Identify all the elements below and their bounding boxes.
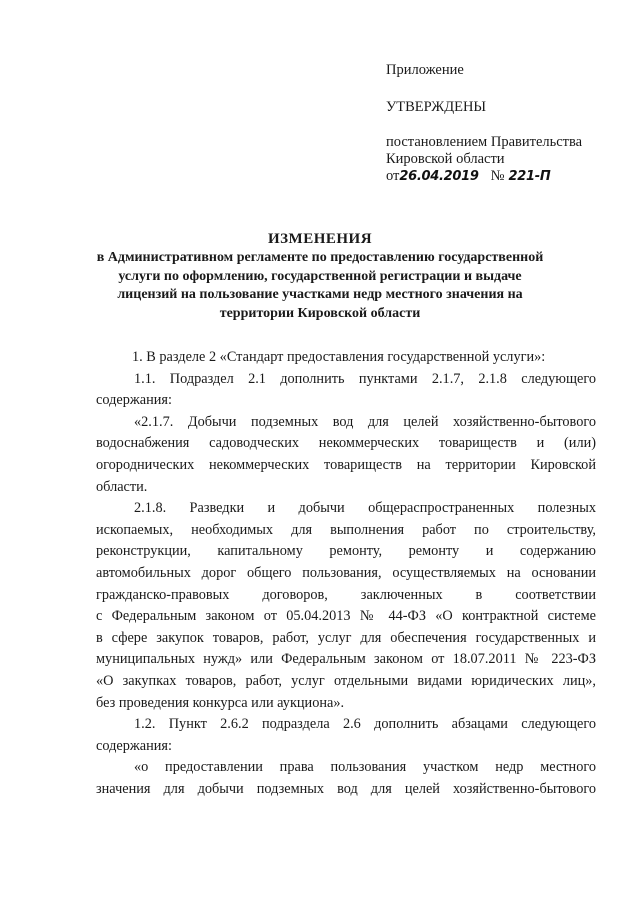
number-prefix: №	[490, 168, 505, 184]
date-prefix: от	[386, 168, 400, 184]
body-line: «2.1.7. Добычи подземных вод для целей хозяйственно-бытового	[134, 413, 596, 430]
body-line: без проведения конкурса или аукциона».	[96, 694, 345, 711]
body-line: 1.1. Подраздел 2.1 дополнить пунктами 2.1.7, 2.1.8 следующего	[134, 370, 596, 387]
approval-header	[386, 62, 582, 185]
title-subtitle-line: территории Кировской области	[219, 305, 421, 321]
body-line: ископаемых, необходимых для выполнения работ по строительству,	[96, 521, 596, 538]
body-line: 1. В разделе 2 «Стандарт предоставления государственной услуги»:	[132, 349, 546, 365]
appendix-label: Приложение	[386, 62, 464, 78]
body-line: гражданско-правовых договоров, заключенных в соответствии	[96, 586, 596, 603]
handwritten-date: 26.04.2019	[399, 169, 479, 184]
body-line: области.	[96, 478, 148, 495]
body-line: автомобильных дорог общего пользования, осуществляемых на основании	[96, 564, 596, 581]
body-line: 2.1.8. Разведки и добычи общераспространенных полезных	[134, 500, 596, 517]
title-main: ИЗМЕНЕНИЯ	[267, 231, 373, 247]
body-line: «о предоставлении права пользования участком недр местного	[134, 759, 596, 776]
body-line: муниципальных нужд» или Федеральным законом от 18.07.2011 № 223-ФЗ	[96, 651, 596, 668]
body-line: с Федеральным законом от 05.04.2013 № 44-ФЗ «О контрактной системе	[96, 608, 596, 625]
title-subtitle-line: услуги по оформлению, государственной регистрации и выдаче	[118, 268, 522, 284]
handwritten-number: 221-П	[508, 169, 551, 184]
title-subtitle-line: лицензий на пользование участками недр местного значения на	[117, 287, 523, 302]
approved-label: УТВЕРЖДЕНЫ	[386, 99, 487, 115]
body-line: 1.2. Пункт 2.6.2 подраздела 2.6 дополнить абзацами следующего	[134, 716, 596, 733]
body-line: значения для добычи подземных вод для целей хозяйственно-бытового	[96, 780, 596, 797]
document-title	[0, 230, 640, 323]
decree-line-2: Кировской области	[386, 151, 505, 167]
body-line: реконструкции, капитальному ремонту, ремонту и содержанию	[96, 543, 596, 560]
document-body	[96, 347, 596, 800]
decree-line-1: постановлением Правительства	[386, 134, 583, 150]
body-line: в сфере закупок товаров, работ, услуг для обеспечения государственных и	[96, 629, 596, 646]
body-line: огороднических некоммерческих товариществ на территории Кировской	[96, 456, 596, 473]
title-subtitle-line: в Административном регламенте по предоставлению государственной	[96, 250, 544, 265]
body-line: содержания:	[96, 392, 172, 409]
body-line: «О закупках товаров, работ, услуг отдельными видами юридических лиц»,	[96, 672, 596, 689]
decree-date-line	[386, 168, 582, 185]
body-line: водоснабжения садоводческих некоммерческих товариществ и (или)	[96, 435, 596, 452]
body-line: содержания:	[96, 737, 172, 754]
